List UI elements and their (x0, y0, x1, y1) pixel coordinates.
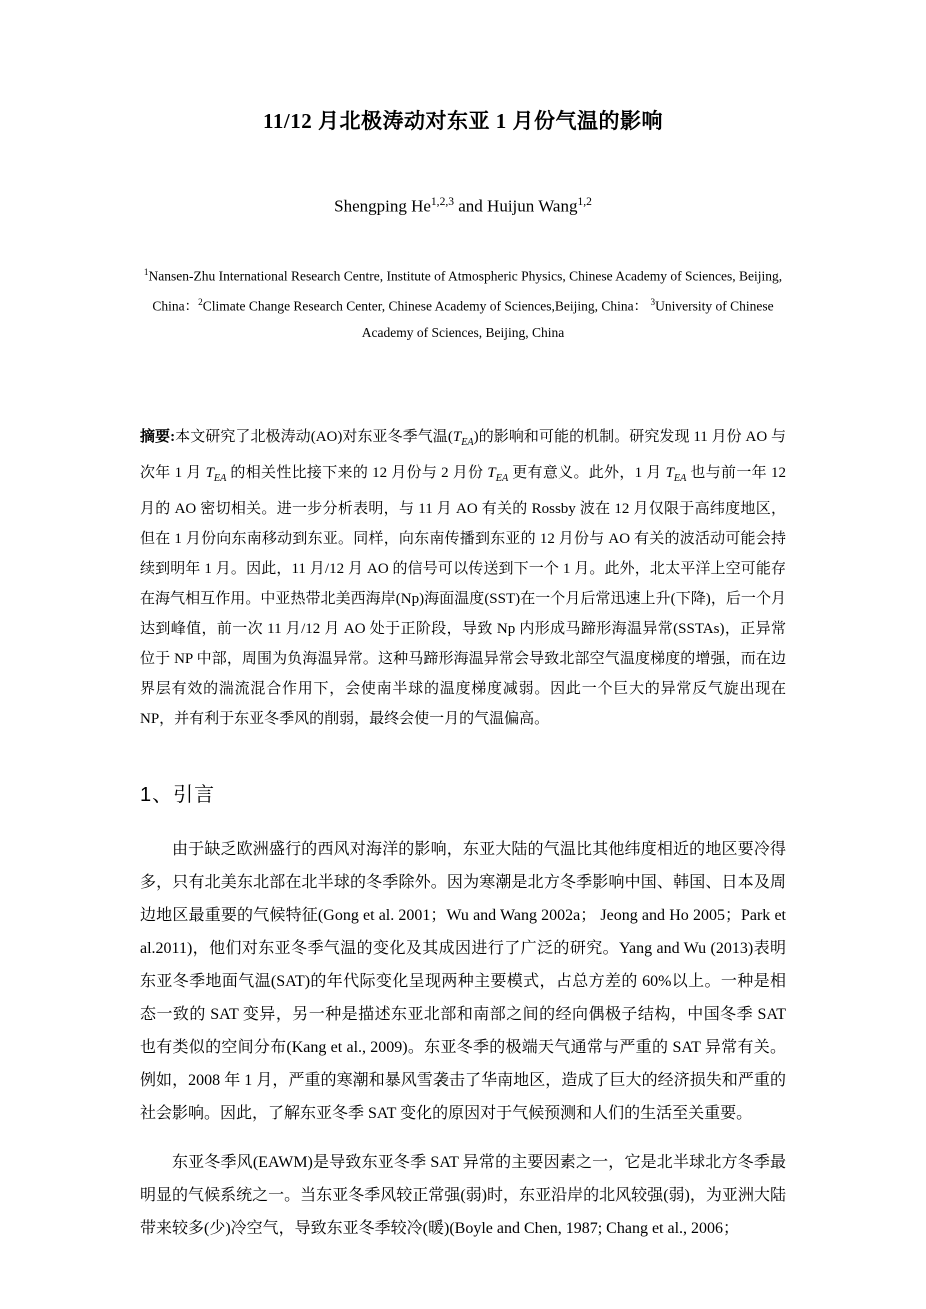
section-heading-introduction: 1、引言 (140, 783, 216, 806)
authors-line: Shengping He$^{1,2,3}$ and Huijun Wang$^{1,2}$ (334, 195, 592, 216)
intro-paragraph-1: 由于缺乏欧洲盛行的西风对海洋的影响，东亚大陆的气温比其他纬度相近的地区要冷得多，只有北美东北部在北半球的冬季除外。因为寒潮是北方冬季影响中国、韩国、日本及周边地区最重要的气候特征(Gong et al. 2001；Wu and Wang 2002a； Jeong and Ho 2005；Park et al.2011)，他们对东亚冬季气温的变化及其成因进行了广泛的研究。Yang and Wu (2013)表明东亚冬季地面气温(SAT)的年代际变化呈现两种主要模式，占总方差的 60%以上。一种是相态一致的 SAT 变异，另一种是描述东亚北部和南部之间的经向偶极子结构，中国冬季 SAT 也有类似的空间分布(Kang et al., 2009)。东亚冬季的极端天气通常与严重的 SAT 异常有关。例如，2008 年 1 月，严重的寒潮和暴风雪袭击了华南地区，造成了巨大的经济损失和严重的社会影响。因此，了解东亚冬季 SAT 变化的原因对于气候预测和人们的生活至关重要。 (140, 840, 786, 1122)
abstract-paragraph: 摘要:本文研究了北极涛动(AO)对东亚冬季气温$(T_{EA})$的影响和可能的机制。研究发现 11 月份 AO 与次年 1 月 $T_{EA}$ 的相关性比接下来的 12 月份与 2 月份 $T_{EA}$ 更有意义。此外，1 月 $T_{EA}$ 也与前一年 12 月的 AO 密切相关。进一步分析表明，与 11 月 AO 有关的 Rossby 波在 12 月仅限于高纬度地区，但在 1 月份向东南移动到东亚。同样，向东南传播到东亚的 12 月份与 AO 有关的波活动可能会持续到明年 1 月。因此，11 月/12 月 AO 的信号可以传送到下一个 1 月。此外，北太平洋上空可能存在海气相互作用。中亚热带北美西海岸(Np)海面温度(SST)在一个月后常迅速上升(下降)，后一个月达到峰值，前一次 11 月/12 月 AO 处于正阶段，导致 Np 内形成马蹄形海温异常(SSTAs)，正异常位于 NP 中部，周围为负海温异常。这种马蹄形海温异常会导致北部空气温度梯度的增强，而在边界层有效的湍流混合作用下，会使南半球的温度梯度减弱。因此一个巨大的异常反气旋出现在 NP，并有利于东亚冬季风的削弱，最终会使一月的气温偏高。 (140, 428, 787, 727)
paper-title: 11/12 月北极涛动对东亚 1 月份气温的影响 (263, 109, 663, 133)
affiliations: $^1$Nansen-Zhu International Research Centre, Institute of Atmospheric Physics, Chinese Academy of Sciences, Beijing, China：$^2$Climate Change Research Center, Chinese Academy of Sciences,Beijing, China： $^3$University of Chinese Academy of Sciences, Beijing, China (143, 266, 783, 340)
intro-paragraph-2: 东亚冬季风(EAWM)是导致东亚冬季 SAT 异常的主要因素之一，它是北半球北方冬季最明显的气候系统之一。当东亚冬季风较正常强(弱)时，东亚沿岸的北风较强(弱)，为亚洲大陆带来较多(少)冷空气，导致东亚冬季较冷(暖)(Boyle and Chen, 1987; Chang et al., 2006； (140, 1153, 786, 1237)
